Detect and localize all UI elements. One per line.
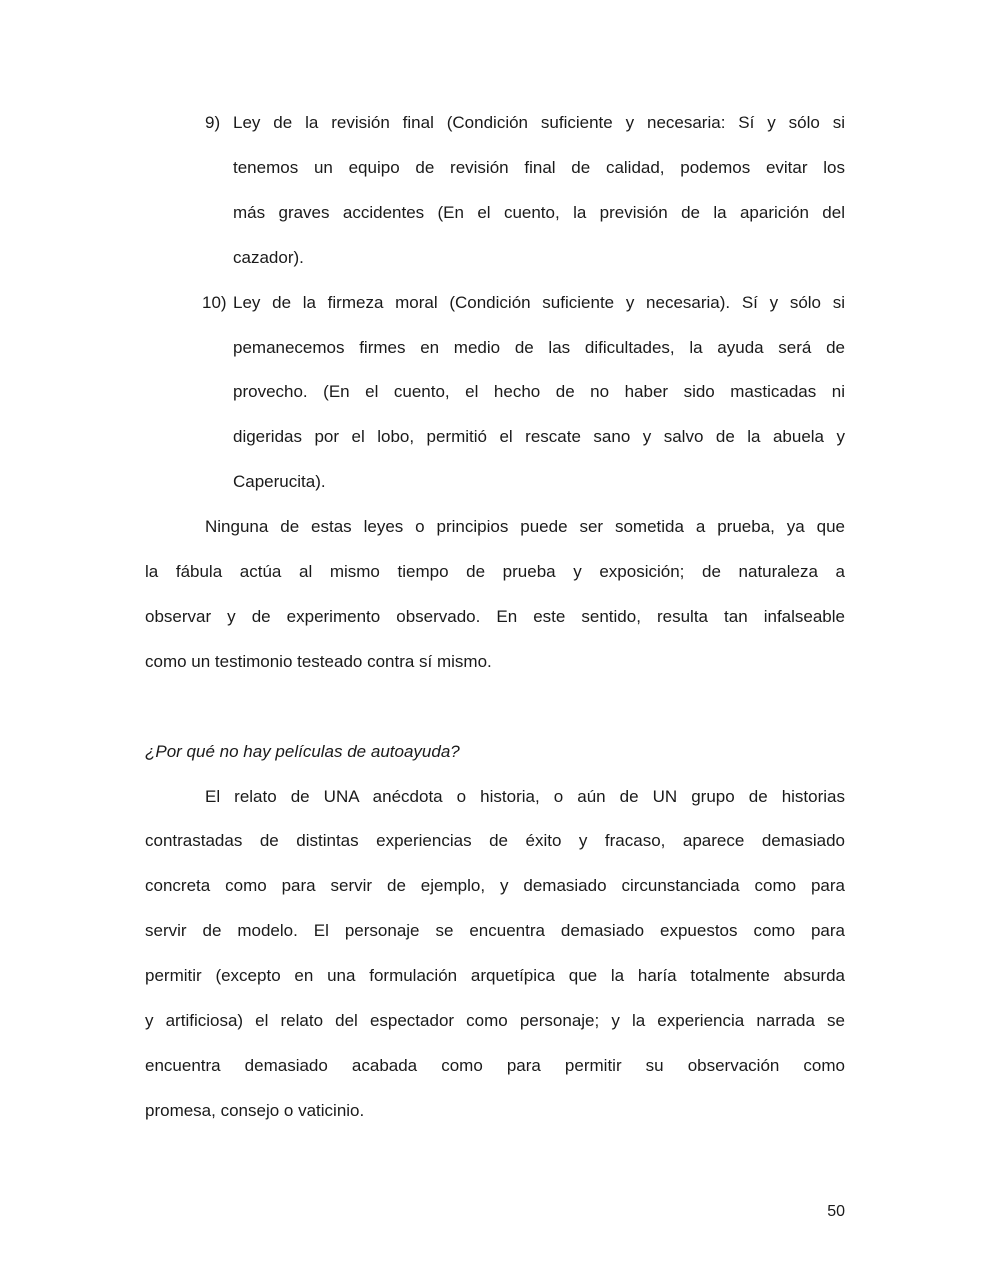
text-line: tenemos un equipo de revisión final de calidad, podemos evitar los: [233, 157, 845, 177]
text-line: El relato de UNA anécdota o historia, o aún de UN grupo de historias: [205, 786, 845, 806]
text-line: y artificiosa) el relato del espectador como personaje; y la experiencia narrada se: [145, 1011, 845, 1031]
text-line: pemanecemos firmes en medio de las dificultades, la ayuda será de: [233, 337, 845, 357]
text-line: Caperucita).: [233, 472, 326, 492]
text-line: provecho. (En el cuento, el hecho de no haber sido masticadas ni: [233, 382, 845, 402]
text-line: observar y de experimento observado. En este sentido, resulta tan infalseable: [145, 606, 845, 626]
paragraph-selfhelp-films: [145, 775, 845, 1134]
paragraph-conclusion: [145, 505, 845, 685]
law-list-item: [145, 281, 845, 506]
text-line: como un testimonio testeado contra sí mismo.: [145, 651, 492, 671]
text-line: más graves accidentes (En el cuento, la previsión de la aparición del: [233, 202, 845, 222]
text-line: permitir (excepto en una formulación arquetípica que la haría totalmente absurda: [145, 966, 845, 986]
blank-line-spacer: [145, 685, 845, 730]
text-line: concreta como para servir de ejemplo, y demasiado circunstanciada como para: [145, 876, 845, 896]
list-item-number: 9): [205, 113, 221, 132]
text-line: encuentra demasiado acabada como para permitir su observación como: [145, 1056, 845, 1076]
list-item-number: 10): [202, 292, 227, 312]
text-line: contrastadas de distintas experiencias de éxito y fracaso, aparece demasiado: [145, 831, 845, 851]
text-line: promesa, consejo o vaticinio.: [145, 1100, 365, 1120]
text-line: cazador).: [233, 247, 304, 267]
page-number-label: 50: [827, 1203, 845, 1220]
text-line: Ninguna de estas leyes o principios puede ser sometida a prueba, ya que: [205, 517, 845, 537]
text-line: la fábula actúa al mismo tiempo de prueba y exposición; de naturaleza a: [145, 562, 845, 582]
numbered-law-list: [145, 101, 845, 505]
text-line: Ley de la firmeza moral (Condición suficiente y necesaria). Sí y sólo si: [233, 292, 845, 312]
text-line: Ley de la revisión final (Condición suficiente y necesaria: Sí y sólo si: [233, 113, 845, 132]
text-line: digeridas por el lobo, permitió el rescate sano y salvo de la abuela y: [233, 427, 845, 447]
section-heading: ¿Por qué no hay películas de autoayuda?: [145, 741, 460, 761]
text-line: servir de modelo. El personaje se encuentra demasiado expuestos como para: [145, 921, 845, 941]
law-list-item: [145, 101, 845, 281]
content-area: [145, 101, 845, 1134]
